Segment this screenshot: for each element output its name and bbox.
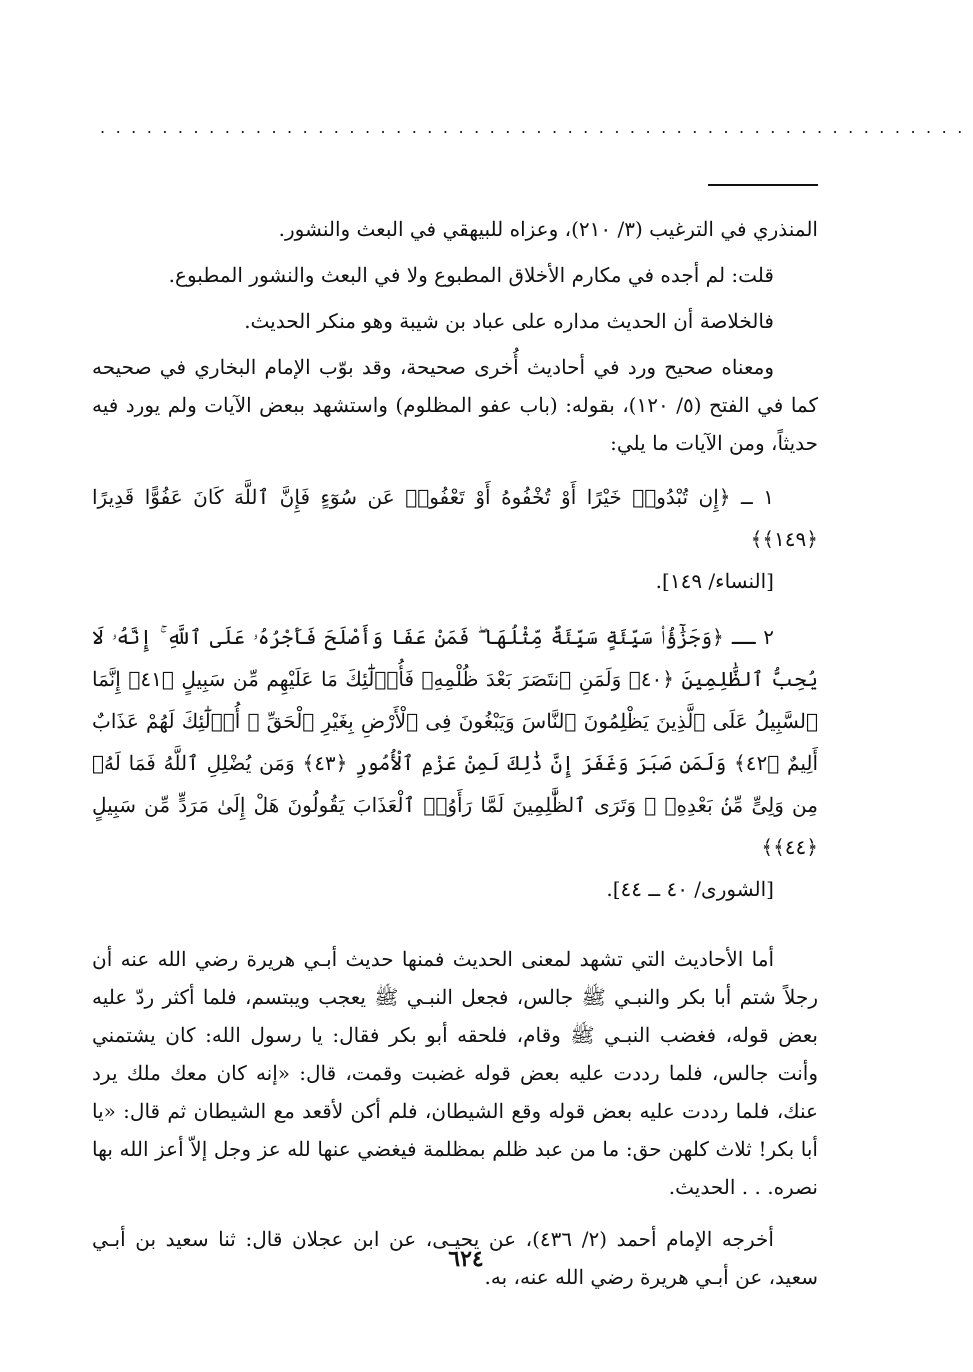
page-number: ٦٢٤ <box>448 1246 484 1272</box>
takhrij-paragraph: أخرجه الإمام أحمد (٢/ ٤٣٦)، عن يحيـى، عن ابن عجلان قال: ثنا سعيد بن أبـي سعيد، عن أبـي هريرة رضي الله عنه، به. <box>92 1227 818 1289</box>
verse-2-text: ٢ ــ ﴿وَجَزَٰٓؤُا۟ سَيِّئَةٍ سَيِّئَةٌ مِّثْلُهَا ۖ فَمَنْ عَفَا وَأَصْلَحَ فَأَجْرُهُۥ عَلَى ٱللَّهِ ۚ إِنَّهُۥ لَا يُحِبُّ ٱلظَّٰلِمِينَ ﴿٤٠﴾ وَلَمَنِ ٱنتَصَرَ بَعْدَ ظُلْمِهِۦ فَأُو۟لَٰٓئِكَ مَا عَلَيْهِم مِّن سَبِيلٍ ﴿٤١﴾ إِنَّمَا ٱلسَّبِيلُ عَلَى ٱلَّذِينَ يَظْلِمُونَ ٱلنَّاسَ وَيَبْغُونَ فِى ٱلْأَرْضِ بِغَيْرِ ٱلْحَقِّ ۚ أُو۟لَٰٓئِكَ لَهُمْ عَذَابٌ أَلِيمٌ ﴿٤٢﴾ وَلَمَن صَبَرَ وَغَفَرَ إِنَّ ذَٰلِكَ لَمِنْ عَزْمِ ٱلْأُمُورِ ﴿٤٣﴾ وَمَن يُضْلِلِ ٱللَّهُ فَمَا لَهُۥ مِن وَلِىٍّ مِّنۢ بَعْدِهِۦ ۗ وَتَرَى ٱلظَّٰلِمِينَ لَمَّا رَأَوُا۟ ٱلْعَذَابَ يَقُولُونَ هَلْ إِلَىٰ مَرَدٍّ مِّن سَبِيلٍ ﴿٤٤﴾﴾ <box>92 625 819 859</box>
footnote-line-1: المنذري في الترغيب (٣/ ٢١٠)، وعزاه للبيهقي في البعث والنشور. <box>278 217 818 241</box>
hadith-paragraph: أما الأحاديث التي تشهد لمعنى الحديث فمنها حديث أبـي هريرة رضي الله عنه أن رجلاً شتم أبا بكر والنبـي ﷺ جالس، فجعل النبـي ﷺ يعجب ويبتسم، فلما أكثر ردّ عليه بعض قوله، فغضب النبـي ﷺ وقام، فلحقه أبو بكر فقال: يا رسول الله: كان يشتمني وأنت جالس، فلما رددت عليه بعض قوله غضبت وقمت، قال: «إنه كان معك ملك يرد عنك، فلما رددت عليه بعض قوله وقع الشيطان، فلم أكن لأقعد مع الشيطان ثم قال: «يا أبا بكر! ثلاث كلهن حق: ما من عبد ظلم بمظلمة فيغضي عنها لله عز وجل إلاّ أعز الله بها نصره. . . الحديث. <box>92 947 818 1199</box>
page-body <box>92 210 818 1310</box>
intro-paragraph: ومعناه صحيح ورد في أحاديث أُخرى صحيحة، وقد بوّب الإمام البخاري في صحيحه كما في الفتح (٥/ ١٢٠)، بقوله: (باب عفو المظلوم) واستشهد ببعض الآيات ولم يورد فيه حديثاً، ومن الآيات ما يلي: <box>92 355 818 455</box>
spacer <box>92 924 818 940</box>
verse-1 <box>92 476 818 602</box>
verse-1-reference: [النساء/ ١٤٩]. <box>655 569 774 593</box>
verse-2-reference: [الشورى/ ٤٠ ــ ٤٤]. <box>606 877 774 901</box>
verse-1-text: ١ ــ ﴿إِن تُبْدُوا۟ خَيْرًا أَوْ تُخْفُوهُ أَوْ تَعْفُوا۟ عَن سُوٓءٍ فَإِنَّ ٱللَّهَ كَانَ عَفُوًّا قَدِيرًا ﴿١٤٩﴾﴾ <box>92 485 818 551</box>
footnote-line-3: فالخلاصة أن الحديث مداره على عباد بن شيبة وهو منكر الحديث. <box>244 309 774 333</box>
dotted-separator: ........................................................ <box>100 118 973 137</box>
footnote-line-2: قلت: لم أجده في مكارم الأخلاق المطبوع ولا في البعث والنشور المطبوع. <box>168 263 774 287</box>
verse-2 <box>92 616 818 910</box>
footnote-rule <box>708 184 818 186</box>
